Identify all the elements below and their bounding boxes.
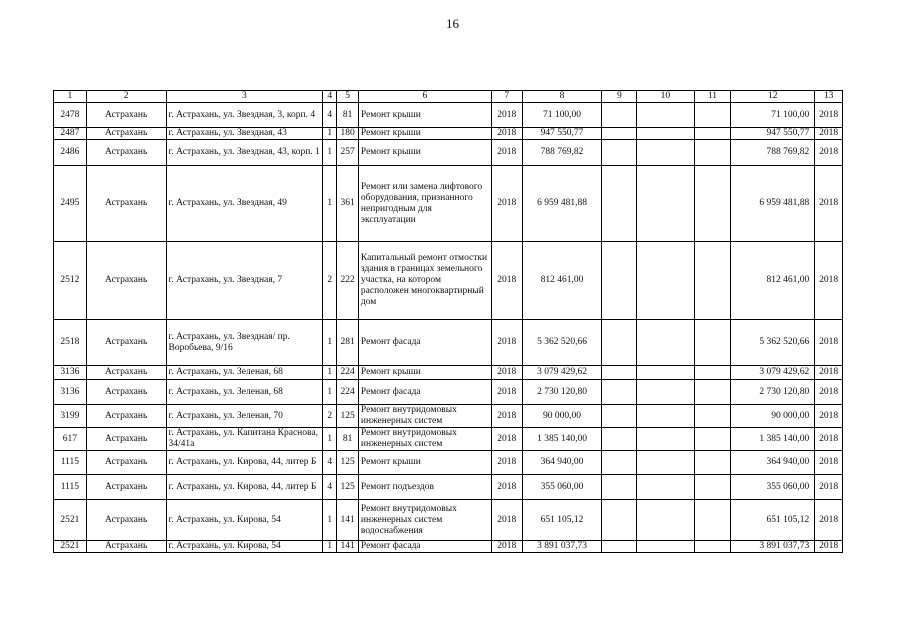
repair-schedule-table <box>53 90 843 553</box>
table-row <box>54 103 843 128</box>
floors-cell: 1 <box>323 128 337 140</box>
object-id-cell: 3136 <box>54 380 87 405</box>
floors-cell: 1 <box>323 380 337 405</box>
completion-year-cell: 2018 <box>815 500 843 541</box>
municipality-cell: Астрахань <box>86 366 166 380</box>
object-id-cell: 3136 <box>54 366 87 380</box>
floors-cell: 1 <box>323 428 337 451</box>
total-cost-cell: 1 385 140,00 <box>731 428 815 451</box>
table-row <box>54 541 843 553</box>
col9-cell <box>602 242 637 320</box>
completion-year-cell: 2018 <box>815 103 843 128</box>
col9-cell <box>602 103 637 128</box>
table-body <box>54 91 843 553</box>
address-cell: г. Астрахань, ул. Звездная, 43 <box>166 128 323 140</box>
cost-cell: 1 385 140,00 <box>522 428 602 451</box>
col9-cell <box>602 451 637 475</box>
year-cell: 2018 <box>491 475 522 500</box>
table-row <box>54 166 843 242</box>
address-cell: г. Астрахань, ул. Зеленая, 68 <box>166 380 323 405</box>
address-cell: г. Астрахань, ул. Кирова, 44, литер Б <box>166 475 323 500</box>
work-type-cell: Ремонт крыши <box>358 140 491 166</box>
table-row <box>54 380 843 405</box>
year-cell: 2018 <box>491 380 522 405</box>
cost-cell: 355 060,00 <box>522 475 602 500</box>
work-type-cell: Ремонт внутридомовых инженерных систем <box>358 428 491 451</box>
floors-cell: 1 <box>323 320 337 366</box>
total-cost-cell: 3 891 037,73 <box>731 541 815 553</box>
col11-cell <box>694 103 731 128</box>
cost-cell: 812 461,00 <box>522 242 602 320</box>
col9-cell <box>602 128 637 140</box>
work-type-cell: Ремонт крыши <box>358 451 491 475</box>
col10-cell <box>637 451 694 475</box>
floors-cell: 1 <box>323 140 337 166</box>
col10-cell <box>637 500 694 541</box>
work-type-cell: Ремонт фасада <box>358 541 491 553</box>
address-cell: г. Астрахань, ул. Зеленая, 70 <box>166 405 323 428</box>
column-number: 6 <box>358 91 491 103</box>
apartments-cell: 224 <box>337 380 358 405</box>
apartments-cell: 125 <box>337 475 358 500</box>
floors-cell: 2 <box>323 405 337 428</box>
municipality-cell: Астрахань <box>86 140 166 166</box>
col9-cell <box>602 405 637 428</box>
apartments-cell: 125 <box>337 451 358 475</box>
completion-year-cell: 2018 <box>815 366 843 380</box>
col10-cell <box>637 475 694 500</box>
col10-cell <box>637 366 694 380</box>
completion-year-cell: 2018 <box>815 166 843 242</box>
apartments-cell: 224 <box>337 366 358 380</box>
col10-cell <box>637 380 694 405</box>
address-cell: г. Астрахань, ул. Звездная, 43, корп. 1 <box>166 140 323 166</box>
year-cell: 2018 <box>491 500 522 541</box>
col11-cell <box>694 320 731 366</box>
object-id-cell: 1115 <box>54 475 87 500</box>
table-row <box>54 475 843 500</box>
column-number: 8 <box>522 91 602 103</box>
municipality-cell: Астрахань <box>86 320 166 366</box>
address-cell: г. Астрахань, ул. Звездная, 49 <box>166 166 323 242</box>
cost-cell: 651 105,12 <box>522 500 602 541</box>
col10-cell <box>637 140 694 166</box>
column-number: 10 <box>637 91 694 103</box>
completion-year-cell: 2018 <box>815 451 843 475</box>
column-number: 3 <box>166 91 323 103</box>
address-cell: г. Астрахань, ул. Кирова, 44, литер Б <box>166 451 323 475</box>
completion-year-cell: 2018 <box>815 140 843 166</box>
year-cell: 2018 <box>491 103 522 128</box>
municipality-cell: Астрахань <box>86 475 166 500</box>
table-row <box>54 366 843 380</box>
floors-cell: 1 <box>323 541 337 553</box>
year-cell: 2018 <box>491 405 522 428</box>
table-row <box>54 140 843 166</box>
floors-cell: 1 <box>323 166 337 242</box>
municipality-cell: Астрахань <box>86 166 166 242</box>
col11-cell <box>694 451 731 475</box>
cost-cell: 71 100,00 <box>522 103 602 128</box>
completion-year-cell: 2018 <box>815 320 843 366</box>
col10-cell <box>637 541 694 553</box>
col11-cell <box>694 242 731 320</box>
column-number: 4 <box>323 91 337 103</box>
column-number: 11 <box>694 91 731 103</box>
col9-cell <box>602 166 637 242</box>
column-number: 13 <box>815 91 843 103</box>
column-number-row <box>54 91 843 103</box>
object-id-cell: 2518 <box>54 320 87 366</box>
object-id-cell: 2495 <box>54 166 87 242</box>
address-cell: г. Астрахань, ул. Капитана Краснова, 34/41а <box>166 428 323 451</box>
year-cell: 2018 <box>491 140 522 166</box>
apartments-cell: 125 <box>337 405 358 428</box>
column-number: 1 <box>54 91 87 103</box>
col10-cell <box>637 103 694 128</box>
cost-cell: 3 079 429,62 <box>522 366 602 380</box>
completion-year-cell: 2018 <box>815 128 843 140</box>
apartments-cell: 81 <box>337 428 358 451</box>
cost-cell: 90 000,00 <box>522 405 602 428</box>
work-type-cell: Ремонт фасада <box>358 320 491 366</box>
col11-cell <box>694 475 731 500</box>
address-cell: г. Астрахань, ул. Кирова, 54 <box>166 541 323 553</box>
completion-year-cell: 2018 <box>815 380 843 405</box>
floors-cell: 4 <box>323 475 337 500</box>
work-type-cell: Ремонт крыши <box>358 366 491 380</box>
col11-cell <box>694 140 731 166</box>
municipality-cell: Астрахань <box>86 428 166 451</box>
col9-cell <box>602 475 637 500</box>
address-cell: г. Астрахань, ул. Звездная, 7 <box>166 242 323 320</box>
work-type-cell: Ремонт или замена лифтового оборудования, признанного непригодным для эксплуатации <box>358 166 491 242</box>
col10-cell <box>637 405 694 428</box>
year-cell: 2018 <box>491 541 522 553</box>
year-cell: 2018 <box>491 451 522 475</box>
object-id-cell: 2487 <box>54 128 87 140</box>
floors-cell: 4 <box>323 103 337 128</box>
apartments-cell: 222 <box>337 242 358 320</box>
object-id-cell: 2521 <box>54 500 87 541</box>
work-type-cell: Ремонт подъездов <box>358 475 491 500</box>
completion-year-cell: 2018 <box>815 405 843 428</box>
table-row <box>54 320 843 366</box>
completion-year-cell: 2018 <box>815 428 843 451</box>
col9-cell <box>602 500 637 541</box>
work-type-cell: Ремонт внутридомовых инженерных систем <box>358 405 491 428</box>
page-number: 16 <box>446 16 459 31</box>
municipality-cell: Астрахань <box>86 451 166 475</box>
year-cell: 2018 <box>491 366 522 380</box>
apartments-cell: 180 <box>337 128 358 140</box>
table-row <box>54 128 843 140</box>
total-cost-cell: 651 105,12 <box>731 500 815 541</box>
col11-cell <box>694 405 731 428</box>
apartments-cell: 141 <box>337 541 358 553</box>
col11-cell <box>694 428 731 451</box>
object-id-cell: 2478 <box>54 103 87 128</box>
col10-cell <box>637 320 694 366</box>
object-id-cell: 3199 <box>54 405 87 428</box>
col9-cell <box>602 541 637 553</box>
completion-year-cell: 2018 <box>815 475 843 500</box>
col10-cell <box>637 428 694 451</box>
object-id-cell: 1115 <box>54 451 87 475</box>
col10-cell <box>637 242 694 320</box>
work-type-cell: Ремонт внутридомовых инженерных систем водоснабжения <box>358 500 491 541</box>
work-type-cell: Ремонт фасада <box>358 380 491 405</box>
municipality-cell: Астрахань <box>86 128 166 140</box>
object-id-cell: 2486 <box>54 140 87 166</box>
col9-cell <box>602 140 637 166</box>
municipality-cell: Астрахань <box>86 103 166 128</box>
total-cost-cell: 5 362 520,66 <box>731 320 815 366</box>
year-cell: 2018 <box>491 242 522 320</box>
table-row <box>54 428 843 451</box>
completion-year-cell: 2018 <box>815 541 843 553</box>
total-cost-cell: 947 550,77 <box>731 128 815 140</box>
table-row <box>54 405 843 428</box>
col11-cell <box>694 541 731 553</box>
cost-cell: 788 769,82 <box>522 140 602 166</box>
floors-cell: 1 <box>323 366 337 380</box>
municipality-cell: Астрахань <box>86 380 166 405</box>
address-cell: г. Астрахань, ул. Зеленая, 68 <box>166 366 323 380</box>
column-number: 7 <box>491 91 522 103</box>
col11-cell <box>694 366 731 380</box>
col11-cell <box>694 500 731 541</box>
total-cost-cell: 355 060,00 <box>731 475 815 500</box>
apartments-cell: 257 <box>337 140 358 166</box>
col9-cell <box>602 366 637 380</box>
col10-cell <box>637 166 694 242</box>
cost-cell: 6 959 481,88 <box>522 166 602 242</box>
floors-cell: 2 <box>323 242 337 320</box>
year-cell: 2018 <box>491 428 522 451</box>
work-type-cell: Капитальный ремонт отмостки здания в границах земельного участка, на котором расположен многоквартирный дом <box>358 242 491 320</box>
table-row <box>54 451 843 475</box>
total-cost-cell: 90 000,00 <box>731 405 815 428</box>
total-cost-cell: 2 730 120,80 <box>731 380 815 405</box>
cost-cell: 3 891 037,73 <box>522 541 602 553</box>
apartments-cell: 141 <box>337 500 358 541</box>
col11-cell <box>694 128 731 140</box>
apartments-cell: 361 <box>337 166 358 242</box>
municipality-cell: Астрахань <box>86 500 166 541</box>
total-cost-cell: 71 100,00 <box>731 103 815 128</box>
column-number: 12 <box>731 91 815 103</box>
year-cell: 2018 <box>491 128 522 140</box>
apartments-cell: 281 <box>337 320 358 366</box>
cost-cell: 2 730 120,80 <box>522 380 602 405</box>
cost-cell: 364 940,00 <box>522 451 602 475</box>
municipality-cell: Астрахань <box>86 405 166 428</box>
total-cost-cell: 3 079 429,62 <box>731 366 815 380</box>
table-row <box>54 500 843 541</box>
floors-cell: 4 <box>323 451 337 475</box>
object-id-cell: 2512 <box>54 242 87 320</box>
year-cell: 2018 <box>491 320 522 366</box>
municipality-cell: Астрахань <box>86 242 166 320</box>
address-cell: г. Астрахань, ул. Звездная/ пр. Воробьева, 9/16 <box>166 320 323 366</box>
object-id-cell: 617 <box>54 428 87 451</box>
table-row <box>54 242 843 320</box>
total-cost-cell: 812 461,00 <box>731 242 815 320</box>
col10-cell <box>637 128 694 140</box>
col11-cell <box>694 380 731 405</box>
municipality-cell: Астрахань <box>86 541 166 553</box>
column-number: 5 <box>337 91 358 103</box>
address-cell: г. Астрахань, ул. Звездная, 3, корп. 4 <box>166 103 323 128</box>
apartments-cell: 81 <box>337 103 358 128</box>
total-cost-cell: 788 769,82 <box>731 140 815 166</box>
object-id-cell: 2521 <box>54 541 87 553</box>
floors-cell: 1 <box>323 500 337 541</box>
address-cell: г. Астрахань, ул. Кирова, 54 <box>166 500 323 541</box>
col9-cell <box>602 428 637 451</box>
completion-year-cell: 2018 <box>815 242 843 320</box>
col11-cell <box>694 166 731 242</box>
col9-cell <box>602 320 637 366</box>
column-number: 9 <box>602 91 637 103</box>
total-cost-cell: 6 959 481,88 <box>731 166 815 242</box>
col9-cell <box>602 380 637 405</box>
work-type-cell: Ремонт крыши <box>358 128 491 140</box>
total-cost-cell: 364 940,00 <box>731 451 815 475</box>
cost-cell: 947 550,77 <box>522 128 602 140</box>
work-type-cell: Ремонт крыши <box>358 103 491 128</box>
cost-cell: 5 362 520,66 <box>522 320 602 366</box>
year-cell: 2018 <box>491 166 522 242</box>
column-number: 2 <box>86 91 166 103</box>
